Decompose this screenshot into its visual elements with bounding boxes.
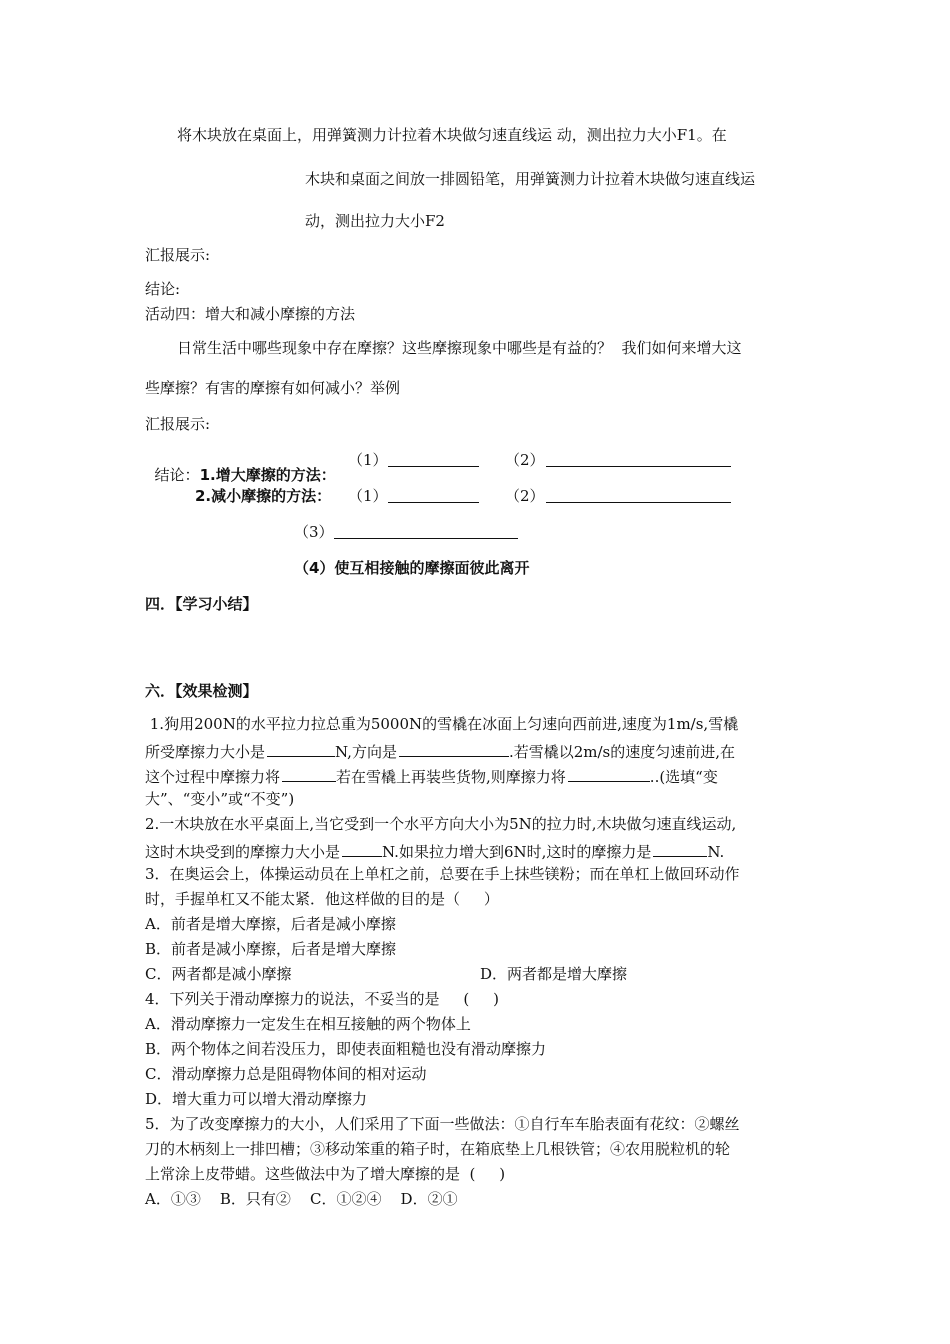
q1-text-f: ..(选填“变 (649, 768, 718, 786)
q1-blank-speed[interactable] (282, 767, 336, 782)
q3-line-1: 3．在奥运会上，体操运动员在上单杠之前，总要在手上抹些镁粉；而在单杠上做回环动作 (145, 865, 740, 883)
activity4-question-2: 些摩擦？有害的摩擦有如何减小？举例 (145, 379, 401, 397)
decrease-blank-2[interactable] (546, 489, 731, 503)
act3-line-1: 将木块放在桌面上，用弹簧测力计拉着木块做匀速直线运 动，测出拉力大小F1。在 (177, 126, 727, 144)
q4-option-b: B．两个物体之间若没压力，即使表面粗糙也没有滑动摩擦力 (145, 1040, 547, 1058)
q4-option-d: D．增大重力可以增大滑动摩擦力 (145, 1090, 368, 1108)
q3-option-a: A．前者是增大摩擦，后者是减小摩擦 (145, 915, 396, 933)
act3-line-2: 木块和桌面之间放一排圆铅笔，用弹簧测力计拉着木块做匀速直线运 (305, 170, 756, 188)
q1-text-c: .若雪橇以2m/s的速度匀速前进,在 (508, 743, 736, 761)
q3-option-c: C．两者都是减小摩擦 (145, 965, 292, 983)
q2-text-a: 这时木块受到的摩擦力大小是 (145, 843, 341, 861)
decrease-blank-3-num: （3） (294, 523, 334, 541)
q1-blank-cargo[interactable] (568, 767, 650, 782)
q5-line-3: 上常涂上皮带蜡。这些做法中为了增大摩擦的是 ( ) (145, 1165, 506, 1183)
activity4-question-1: 日常生活中哪些现象中存在摩擦？这些摩擦现象中哪些是有益的？ 我们如何来增大这 (177, 339, 742, 357)
q5-line-1: 5．为了改变摩擦力的大小，人们采用了下面一些做法：①自行车车胎表面有花纹：②螺丝 (145, 1115, 740, 1133)
decrease-blank-3[interactable] (334, 525, 518, 539)
q2-blank-2[interactable] (653, 842, 707, 857)
q3-option-b: B．前者是减小摩擦，后者是增大摩擦 (145, 940, 397, 958)
conclusion-prefix: 结论： (154, 466, 200, 484)
q1-line-3 (145, 767, 718, 785)
q2-line-2 (145, 842, 724, 860)
q2-text-b: N.如果拉力增大到6N时,这时的摩擦力是 (382, 843, 652, 861)
q1-blank-direction[interactable] (399, 742, 509, 757)
increase-blank-1-num: （1） (348, 451, 388, 469)
q1-line-2 (145, 742, 735, 760)
q1-blank-friction[interactable] (267, 742, 335, 757)
q1-text-b: N,方向是 (335, 743, 397, 761)
q1-text-a: 所受摩擦力大小是 (145, 743, 266, 761)
decrease-method-4: （4）使互相接触的摩擦面彼此离开 (294, 559, 530, 577)
act3-line-3: 动，测出拉力大小F2 (305, 212, 445, 230)
q4-option-a: A．滑动摩擦力一定发生在相互接触的两个物体上 (145, 1015, 471, 1033)
q3-option-d: D．两者都是增大摩擦 (480, 965, 628, 983)
decrease-blank-2-num: （2） (505, 487, 545, 505)
act3-conclusion: 结论: (145, 280, 181, 298)
q1-text-e: 若在雪橇上再装些货物,则摩擦力将 (336, 768, 566, 786)
section-summary-heading: 四．【学习小结】 (145, 595, 258, 613)
conclusion-increase-row (145, 453, 336, 483)
decrease-blank-1-num: （1） (348, 487, 388, 505)
q3-line-2: 时，手握单杠又不能太紧．他这样做的目的是（ ） (145, 890, 499, 908)
act3-report: 汇报展示: (145, 246, 211, 264)
section-test-heading: 六．【效果检测】 (145, 682, 258, 700)
decrease-friction-label: 2.减小摩擦的方法： (195, 487, 332, 505)
q5-options: A．①③ B．只有② C．①②④ D．②① (145, 1190, 458, 1208)
decrease-blank-1[interactable] (388, 489, 479, 503)
q2-blank-1[interactable] (342, 842, 382, 857)
q4-stem: 4．下列关于滑动摩擦力的说法，不妥当的是 ( ) (145, 990, 499, 1008)
increase-friction-label: 1.增大摩擦的方法： (199, 466, 336, 484)
q1-text-d: 这个过程中摩擦力将 (145, 768, 281, 786)
increase-blank-1[interactable] (388, 453, 479, 467)
q2-line-1: 2.一木块放在水平桌面上,当它受到一个水平方向大小为5N的拉力时,木块做匀速直线运动, (145, 815, 737, 833)
q1-line-1: 1.狗用200N的水平拉力拉总重为5000N的雪橇在冰面上匀速向西前进,速度为1m/s,雪橇 (145, 715, 739, 733)
increase-blank-2-num: （2） (505, 451, 545, 469)
q5-line-2: 刀的木柄刻上一排凹槽；③移动笨重的箱子时，在箱底垫上几根铁管；④农用脱粒机的轮 (145, 1140, 731, 1158)
q4-option-c: C．滑动摩擦力总是阻碍物体间的相对运动 (145, 1065, 427, 1083)
increase-blank-2[interactable] (546, 453, 731, 467)
q2-text-c: N. (707, 843, 725, 861)
q1-line-4: 大”、“变小”或“不变”) (145, 790, 295, 808)
activity4-title: 活动四：增大和减小摩擦的方法 (145, 305, 356, 323)
activity4-report: 汇报展示: (145, 415, 211, 433)
